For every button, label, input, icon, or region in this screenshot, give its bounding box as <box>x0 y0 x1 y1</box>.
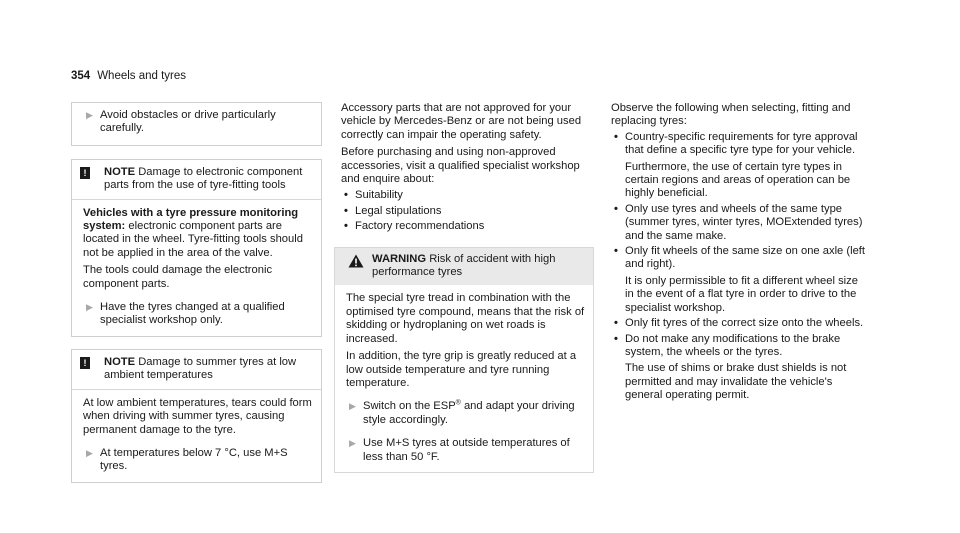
step-text: At temperatures below 7 °C, use M+S tyres. <box>100 446 288 473</box>
list-item-text: • Only fit wheels of the same size on one axle (left and right). <box>625 245 866 271</box>
notice-title: Damage to electronic component parts from the use of tyre-fitting tools <box>104 165 303 192</box>
warning-triangle-icon <box>348 254 364 268</box>
intro-step-box <box>71 102 322 146</box>
column-middle <box>341 102 594 473</box>
list-item: • Factory recommendations <box>341 220 594 233</box>
exclamation-icon: ! <box>80 357 90 369</box>
section-title: Wheels and tyres <box>97 70 187 82</box>
list-item-text: • Country-specific requirements for tyre approval that define a specific tyre type for your vehicle. <box>625 130 858 157</box>
list-item: • Suitability <box>341 189 594 202</box>
warning-label: WARNING <box>372 252 427 265</box>
list-item: • Legal stipulations <box>341 205 594 218</box>
list-item <box>611 131 866 201</box>
notice-paragraph: The tools could damage the electronic component parts. <box>83 264 273 290</box>
notice-paragraph <box>83 207 313 261</box>
instruction-step <box>335 437 585 464</box>
instruction-step <box>335 400 585 427</box>
warning-box <box>334 247 594 473</box>
warning-paragraph: The special tyre tread in combination with the optimised tyre compound, means that the risk of skidding or hydroplaning on wet roads is increased. <box>346 292 585 345</box>
notice-title: Damage to summer tyres at low ambient temperatures <box>104 355 297 382</box>
instruction-step <box>72 301 313 328</box>
instruction-step <box>72 447 313 474</box>
notice-box-electronic <box>71 159 322 337</box>
requirements-list <box>611 131 866 403</box>
warning-paragraph: In addition, the tyre grip is greatly reduced at a low outside temperature and tyre running temperature. <box>346 350 577 389</box>
step-arrow-icon: ▶ <box>349 438 356 449</box>
paragraph: Observe the following when selecting, fitting and replacing tyres: <box>611 102 851 128</box>
notice-header <box>72 350 321 390</box>
notice-body <box>72 200 321 336</box>
notice-label: NOTE <box>104 165 136 178</box>
notice-label: NOTE <box>104 355 136 368</box>
step-arrow-icon: ▶ <box>86 447 93 458</box>
list-item-note: Furthermore, the use of certain tyre types in certain regions and areas of operation can be highly beneficial. <box>625 160 851 200</box>
notice-paragraph-rest: electronic component parts are located in the wheel. Tyre-fitting tools should not be applied in the area of the valve. <box>83 220 303 259</box>
step-arrow-icon: ▶ <box>86 302 93 313</box>
list-item-text: • Do not make any modifications to the brake system, the wheels or the tyres. <box>625 332 841 358</box>
page-header <box>71 70 186 83</box>
step-text <box>363 400 585 427</box>
column-left <box>71 102 322 483</box>
instruction-step <box>72 109 313 136</box>
paragraph: Before purchasing and using non-approved accessories, visit a qualified specialist workshop and enquire about: <box>341 146 580 186</box>
list-item-text: • Only use tyres and wheels of the same type (summer tyres, winter tyres, MOExtended tyres) and the same make. <box>625 202 863 242</box>
step-text-part: Switch on the ESP <box>363 400 456 413</box>
paragraph: Accessory parts that are not approved for your vehicle by Mercedes-Benz or are not being used correctly can impair the operating safety. <box>341 102 582 141</box>
list-item-note: It is only permissible to fit a different wheel size in the event of a flat tyre in order to drive to the specialist workshop. <box>625 274 858 314</box>
step-arrow-icon: ▶ <box>349 401 356 412</box>
notice-bold-lead: Vehicles with a tyre pressure monitoring system: <box>83 206 299 233</box>
warning-title: Risk of accident with high performance tyres <box>372 252 556 279</box>
step-arrow-icon: ▶ <box>86 110 93 120</box>
list-item <box>611 245 866 315</box>
step-text: Avoid obstacles or drive particularly carefully. <box>100 109 276 135</box>
list-item <box>611 317 866 330</box>
page-number: 354 <box>71 70 91 82</box>
step-text: Use M+S tyres at outside temperatures of less than 50 °F. <box>363 437 570 463</box>
notice-box-summer-tyres <box>71 349 322 483</box>
list-item-note: The use of shims or brake dust shields is not permitted and may invalidate the vehicle's general operating permit. <box>625 362 847 402</box>
step-text: Have the tyres changed at a qualified specialist workshop only. <box>100 301 285 327</box>
warning-body <box>335 285 593 471</box>
list-item <box>611 203 866 243</box>
exclamation-icon: ! <box>80 167 90 179</box>
list-item-text: • Only fit tyres of the correct size onto the wheels. <box>625 317 864 330</box>
step-text-part: and adapt your driving style accordingly. <box>363 400 575 426</box>
list-item <box>611 333 866 403</box>
notice-body <box>72 390 321 482</box>
warning-header <box>335 248 593 286</box>
notice-header <box>72 160 321 200</box>
registered-mark: ® <box>455 399 461 407</box>
column-right <box>611 102 866 405</box>
notice-paragraph: At low ambient temperatures, tears could form when driving with summer tyres, causing permanent damage to the tyre. <box>83 396 312 436</box>
bullet-list <box>341 189 594 233</box>
